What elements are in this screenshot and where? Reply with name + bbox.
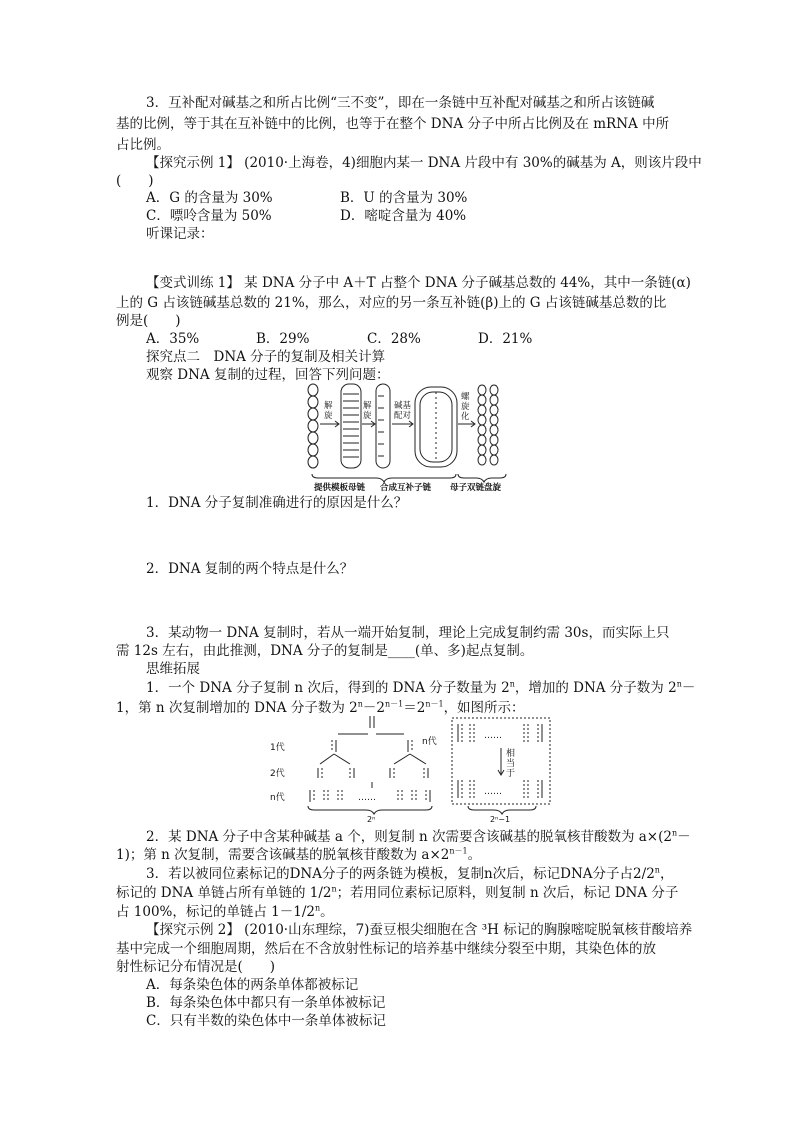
generation-label: 1代 xyxy=(270,743,285,753)
step-label: 旋 xyxy=(461,402,470,412)
ellipsis: …… xyxy=(358,793,376,803)
ellipsis: …… xyxy=(484,731,502,741)
step-label: 旋 xyxy=(363,411,372,421)
unwound-ladder xyxy=(341,384,361,468)
option-c: C．只有半数的染色体中一条单体被标记 xyxy=(146,1013,386,1029)
extension-1: 1，第 n 次复制增加的 DNA 分子数为 $2^n-2^{n-1}=2^{n-1}$，如图所示： xyxy=(116,699,525,716)
generation-label: n代 xyxy=(270,793,285,803)
calc-2: 2．某 DNA 分子中含某种碱基 a 个，则复制 n 次需要含该碱基的脱氧核苷酸数为 $a\times(2^n-$ xyxy=(146,828,691,845)
option-c: C．28% xyxy=(367,331,421,347)
calc-3: 占 100%，标记的单链占 $1-1/2^n$。 xyxy=(116,903,334,920)
option-d: D．嘧啶含量为 40% xyxy=(340,208,467,224)
option-a: A．35% xyxy=(146,331,200,347)
variant-1-stem: 例是( ) xyxy=(116,313,181,329)
variant-1-stem: 【变式训练 1】 某 DNA 分子中 A＋T 占整个 DNA 分子碱基总数的 44%，其中一条链(α) xyxy=(146,275,691,291)
extension-title: 思维拓展 xyxy=(146,661,200,677)
option-a: A．每条染色体的两条单体都被标记 xyxy=(146,977,359,993)
step-label: 螺 xyxy=(461,392,470,402)
paired-strands xyxy=(415,387,457,467)
section-intro: 观察 DNA 复制的过程，回答下列问题： xyxy=(146,367,390,383)
replication-generations-figure xyxy=(268,712,558,824)
option-c: C．嘌呤含量为 50% xyxy=(146,208,272,224)
variant-1-stem: 上的 G 占该链碱基总数的 21%，那么，对应的另一条互补链(β)上的 G 占该链碱基总数的比 xyxy=(116,295,667,311)
equiv-label: 于 xyxy=(506,769,516,779)
option-b: B．每条染色体中都只有一条单体被标记 xyxy=(146,995,386,1011)
daughter-helices xyxy=(478,385,498,465)
example-2-stem: 射性标记分布情况是( ) xyxy=(116,959,276,975)
option-a: A．G 的含量为 30% xyxy=(146,190,273,206)
count-caption: 2ⁿ−1 xyxy=(490,815,511,824)
example-1-stem: 【探究示例 1】 (2010·上海卷，4)细胞内某一 DNA 片段中有 30%的碱基为 A，则该片段中 xyxy=(146,155,702,171)
count-caption: 2ⁿ xyxy=(367,815,376,824)
equiv-label: 当 xyxy=(506,759,516,769)
question-3: 需 12s 左右，由此推测，DNA 分子的复制是____(单、多)起点复制。 xyxy=(116,643,534,659)
step-label: 解 xyxy=(363,401,372,411)
option-b: B．U 的含量为 30% xyxy=(340,190,468,206)
para-line: 3．互补配对碱基之和所占比例“三不变”，即在一条链中互补配对碱基之和所占该链碱 xyxy=(146,95,655,111)
question-2: 2．DNA 复制的两个特点是什么？ xyxy=(146,561,354,577)
calc-2: 1)；第 n 次复制，需要含该碱基的脱氧核苷酸数为 $a\times 2^{n-1}$。 xyxy=(116,846,482,863)
calc-3: 3．若以被同位素标记的DNA分子的两条链为模板，复制n次后，标记DNA分子占2/2$^n$， xyxy=(146,865,674,882)
stage-caption: 合成互补子链 xyxy=(380,483,432,492)
calc-3: 标记的 DNA 单链占所有单链的 1/2$^n$；若用同位素标记原料，则复制 n 次后，标记 DNA 分子 xyxy=(116,884,679,901)
step-label: 解 xyxy=(324,401,333,411)
step-label: 配对 xyxy=(394,411,412,421)
example-2-stem: 基中完成一个细胞周期，然后在不含放射性标记的培养基中继续分裂至中期，其染色体的放 xyxy=(116,941,656,957)
notes-label: 听课记录： xyxy=(146,226,214,242)
question-3: 3．某动物一 DNA 复制时，若从一端开始复制，理论上完成复制约需 30s，而实际上只 xyxy=(146,625,670,641)
question-1: 1．DNA 分子复制准确进行的原因是什么？ xyxy=(146,495,408,511)
separated-strands xyxy=(376,384,390,468)
example-1-bracket: ( ) xyxy=(116,173,154,189)
generation-label: 2代 xyxy=(270,769,285,779)
equiv-label: 相 xyxy=(506,749,516,759)
stage-caption: 母子双链盘旋 xyxy=(450,483,502,492)
ellipsis: …… xyxy=(484,787,502,797)
step-label: 化 xyxy=(461,412,470,422)
step-label: 旋 xyxy=(324,411,333,421)
example-2-stem: 【探究示例 2】 (2010·山东理综，7)蚕豆根尖细胞在含 ³H 标记的胸腺嘧啶脱氧核苷酸培养 xyxy=(146,922,693,938)
double-helix-1 xyxy=(308,384,318,468)
section-title: 探究点二 DNA 分子的复制及相关计算 xyxy=(146,349,386,365)
dna-replication-figure xyxy=(300,382,520,492)
generation-label: n代 xyxy=(422,737,437,747)
step-label: 碱基 xyxy=(394,401,412,411)
para-line: 占比例。 xyxy=(116,137,170,153)
para-line: 基的比例，等于其在互补链中的比例，也等于在整个 DNA 分子中所占比例及在 mRNA 中所 xyxy=(116,116,670,132)
stage-caption: 提供模板母链 xyxy=(314,483,366,492)
option-b: B．29% xyxy=(256,331,310,347)
option-d: D．21% xyxy=(478,331,533,347)
extension-1: 1．一个 DNA 分子复制 n 次后，得到的 DNA 分子数量为 2$^n$，增加的 DNA 分子数为 $2^n-$ xyxy=(146,679,696,696)
